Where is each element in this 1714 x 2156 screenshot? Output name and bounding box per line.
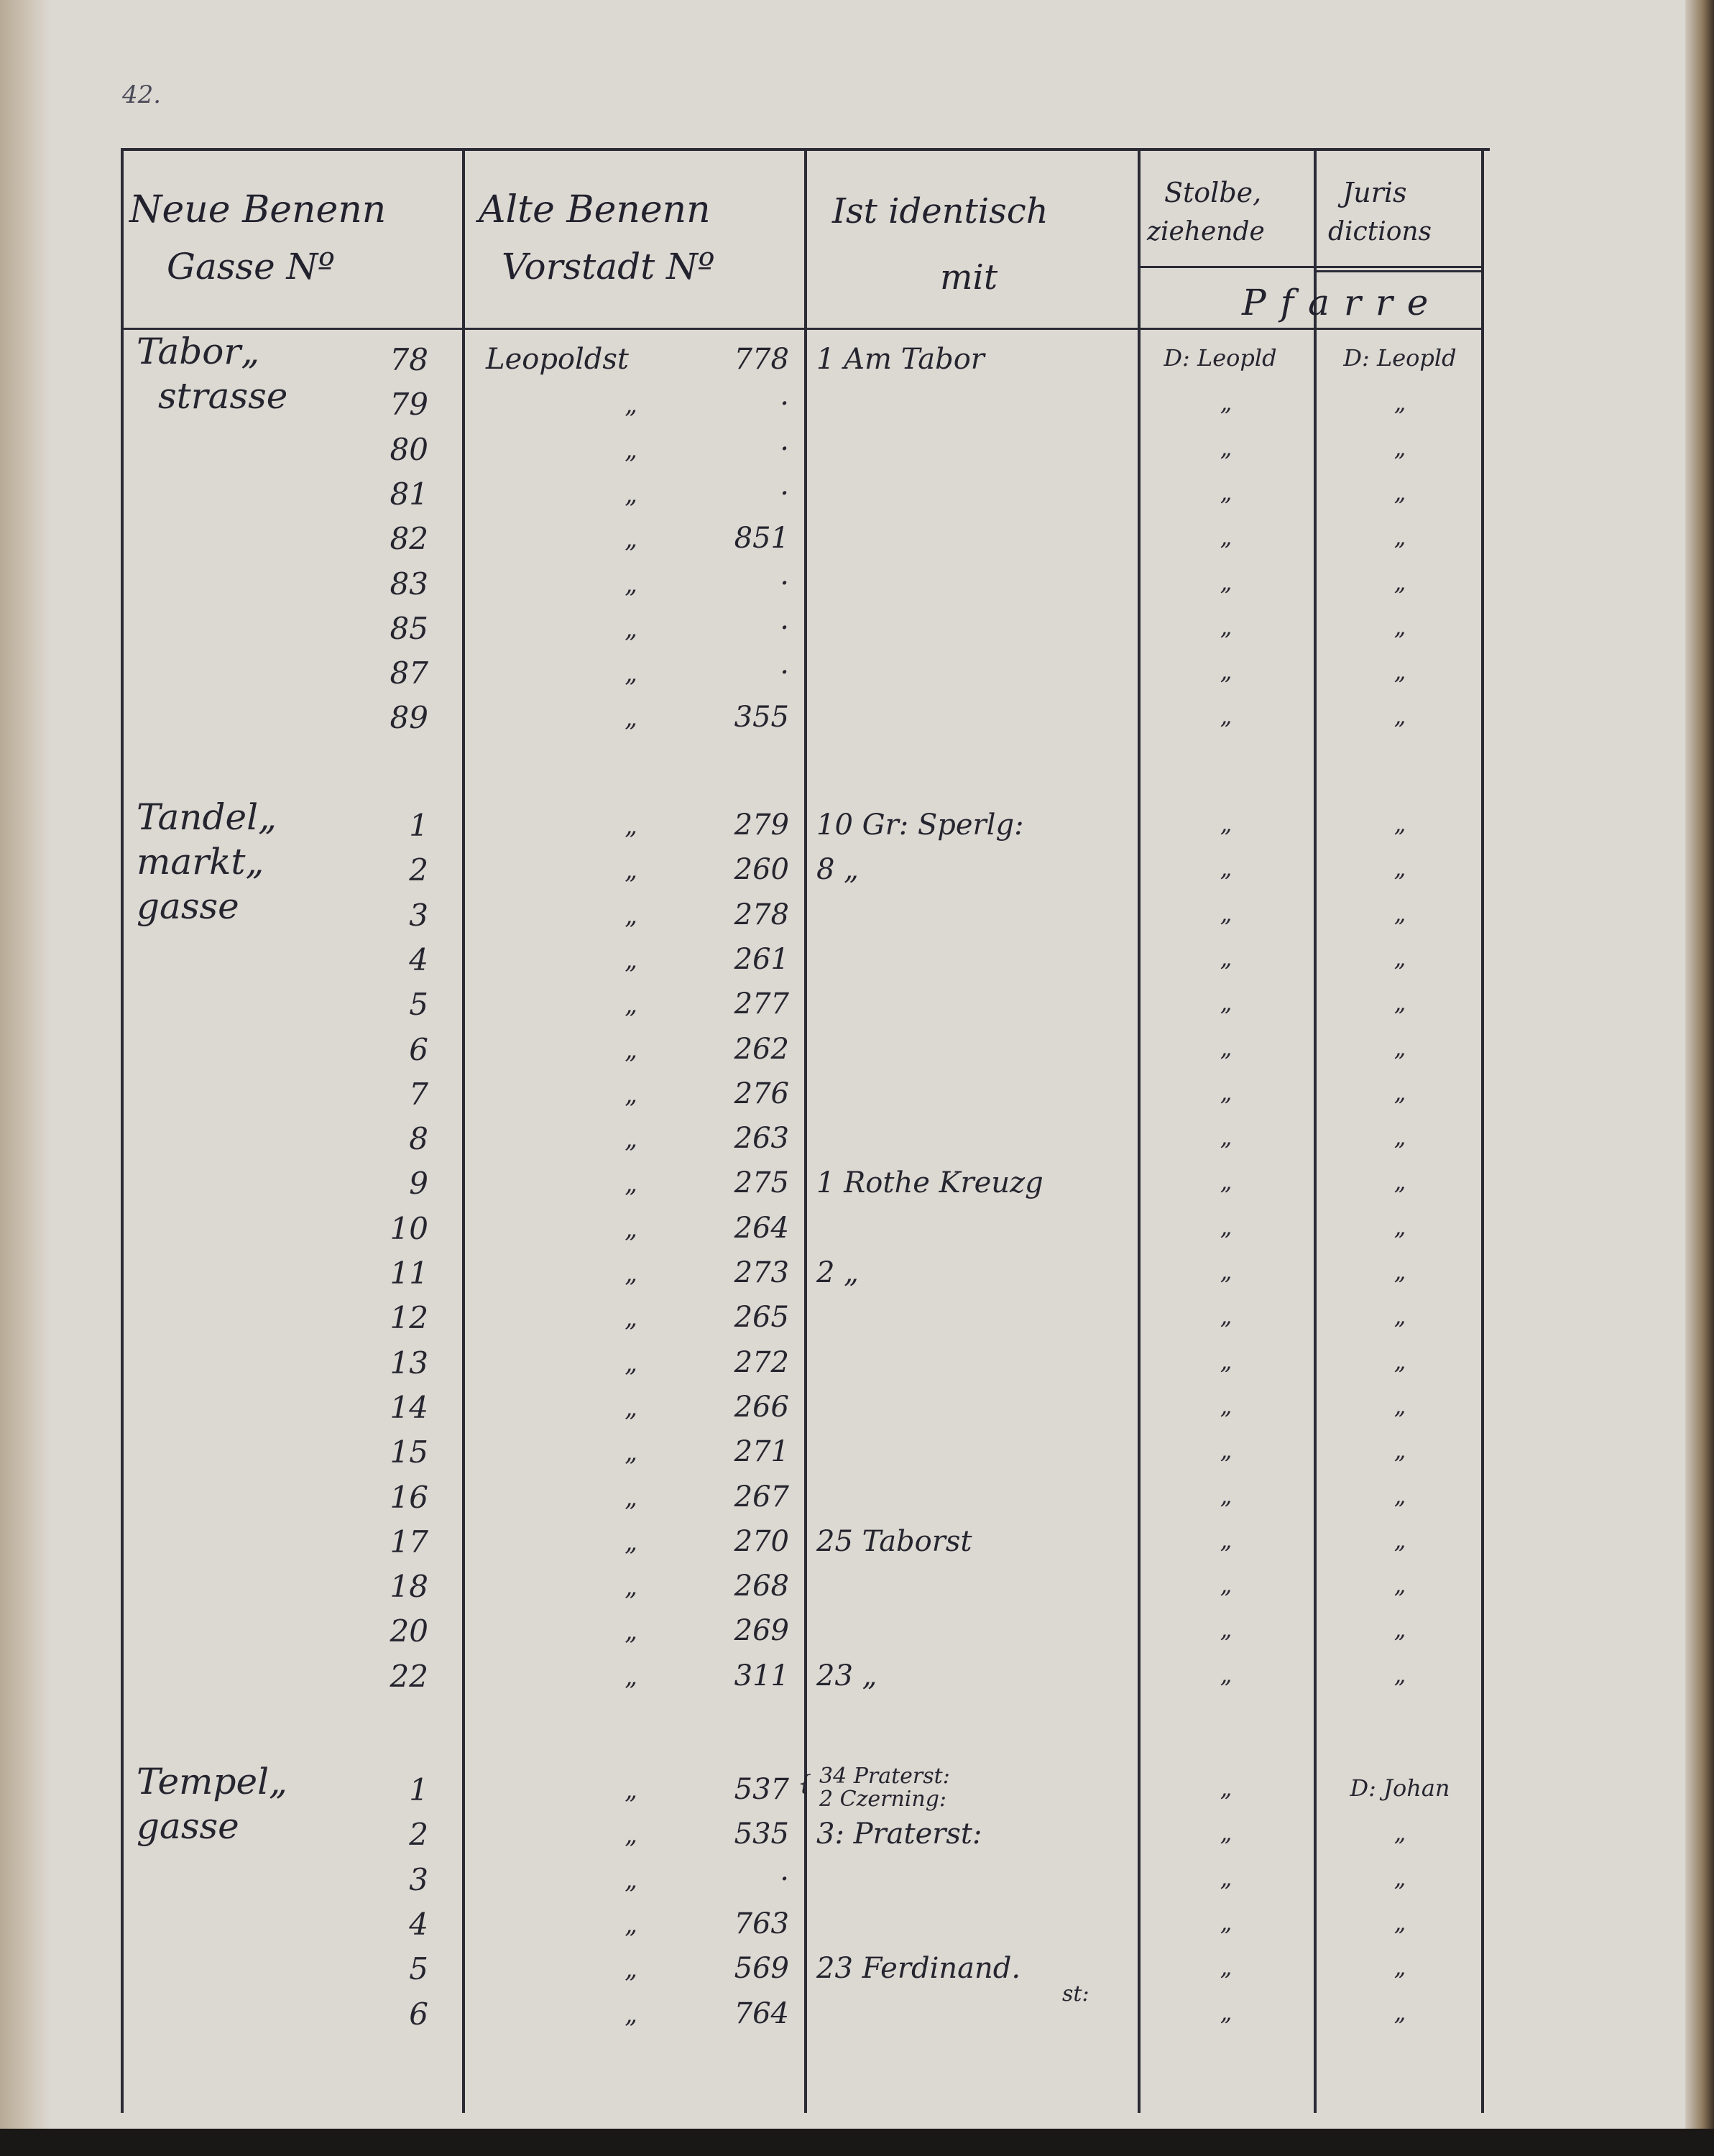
- jurisdiction-parish: „: [1393, 389, 1406, 417]
- stolbe-parish: „: [1220, 1819, 1232, 1847]
- stolbe-parish: „: [1220, 1660, 1232, 1688]
- jurisdiction-parish: „: [1393, 1212, 1406, 1240]
- jurisdiction-parish: „: [1393, 854, 1406, 883]
- new-house-number: 1: [409, 808, 428, 843]
- header-col3-line1: Ist identisch: [832, 191, 1049, 231]
- identity-entry: 23 „: [816, 1659, 877, 1692]
- identity-entry: 23 Ferdinand.: [816, 1952, 1021, 1986]
- header-pfarre: Pfarre: [1242, 282, 1443, 323]
- old-house-number: 267: [734, 1480, 789, 1514]
- jurisdiction-parish: „: [1393, 1078, 1406, 1106]
- ditto-mark: „: [625, 1909, 637, 1939]
- ditto-mark: „: [625, 1572, 637, 1602]
- jurisdiction-parish: „: [1393, 1437, 1406, 1465]
- stolbe-parish: „: [1220, 658, 1232, 686]
- ditto-mark: „: [625, 1662, 637, 1691]
- stolbe-parish: „: [1220, 1571, 1232, 1599]
- old-house-number: 261: [734, 942, 789, 976]
- identity-entry: 10 Gr: Sperlg:: [816, 808, 1024, 842]
- rule-header-bottom: [121, 328, 1484, 330]
- identity-entry: 8 „: [816, 853, 859, 887]
- jurisdiction-parish: „: [1393, 702, 1406, 730]
- old-house-number: 276: [734, 1077, 789, 1110]
- identity-line: 34 Praterst:: [819, 1764, 950, 1789]
- new-house-number: 87: [390, 655, 428, 691]
- old-house-number: 270: [734, 1524, 789, 1558]
- old-house-number: 764: [734, 1996, 789, 2030]
- jurisdiction-parish: „: [1393, 568, 1406, 596]
- ditto-mark: „: [625, 435, 637, 464]
- street-name: gasse: [137, 885, 239, 927]
- stolbe-parish: „: [1220, 1123, 1232, 1151]
- jurisdiction-parish: D: Leopld: [1343, 344, 1457, 372]
- stolbe-parish: „: [1220, 1908, 1232, 1936]
- jurisdiction-parish: „: [1393, 1616, 1406, 1644]
- old-house-number: 275: [734, 1166, 789, 1200]
- old-house-number: 569: [734, 1952, 789, 1986]
- binding-edge: [0, 0, 50, 2129]
- rule-right: [1481, 151, 1484, 2113]
- old-house-number: 265: [734, 1301, 789, 1335]
- old-house-number: ·: [780, 1862, 789, 1896]
- stolbe-parish: „: [1220, 1953, 1232, 1981]
- new-house-number: 78: [390, 342, 428, 377]
- jurisdiction-parish: „: [1393, 899, 1406, 927]
- ditto-mark: „: [625, 1820, 637, 1850]
- street-name: Tandel„: [137, 796, 277, 838]
- jurisdiction-parish: „: [1393, 1908, 1406, 1936]
- identity-entry: 2 „: [816, 1256, 859, 1289]
- new-house-number: 12: [390, 1300, 428, 1336]
- ditto-mark: „: [625, 525, 637, 554]
- ditto-mark: „: [625, 1999, 637, 2029]
- jurisdiction-parish: „: [1393, 433, 1406, 461]
- stolbe-parish: „: [1220, 1616, 1232, 1644]
- street-name: Tabor„: [137, 331, 260, 372]
- ditto-mark: „: [625, 479, 637, 509]
- new-house-number: 85: [390, 610, 428, 646]
- bottom-shadow: [0, 2129, 1714, 2156]
- ditto-mark: „: [625, 900, 637, 930]
- header-col3-line2: mit: [940, 257, 998, 298]
- jurisdiction-parish: „: [1393, 810, 1406, 837]
- ditto-mark: „: [625, 1617, 637, 1646]
- jurisdiction-parish: „: [1393, 1660, 1406, 1688]
- rule-col2: [804, 151, 807, 2113]
- book-edge: [1685, 0, 1714, 2129]
- stolbe-parish: „: [1220, 1258, 1232, 1285]
- jurisdiction-parish: „: [1393, 612, 1406, 640]
- old-house-number: 355: [734, 701, 789, 734]
- old-house-number: 269: [734, 1614, 789, 1648]
- jurisdiction-parish: „: [1393, 1481, 1406, 1509]
- new-house-number: 5: [409, 1951, 428, 1987]
- new-house-number: 6: [409, 1031, 428, 1067]
- jurisdiction-parish: „: [1393, 523, 1406, 551]
- identity-entry: 1 Rothe Kreuzg: [816, 1166, 1043, 1200]
- stolbe-parish: „: [1220, 523, 1232, 551]
- stolbe-parish: „: [1220, 1302, 1232, 1330]
- page-number: 42.: [122, 80, 162, 109]
- old-house-number: 277: [734, 987, 789, 1021]
- new-house-number: 3: [409, 897, 428, 933]
- old-house-number: 535: [734, 1818, 789, 1851]
- new-house-number: 89: [390, 700, 428, 736]
- rule-pfarre-top: [1138, 266, 1484, 268]
- jurisdiction-parish: „: [1393, 658, 1406, 686]
- stolbe-parish: „: [1220, 1078, 1232, 1106]
- stolbe-parish: „: [1220, 1526, 1232, 1554]
- stolbe-parish: „: [1220, 1391, 1232, 1419]
- ditto-mark: „: [625, 1483, 637, 1512]
- ditto-mark: „: [625, 1348, 637, 1378]
- new-house-number: 83: [390, 566, 428, 602]
- old-house-number: ·: [780, 566, 789, 600]
- jurisdiction-parish: „: [1393, 1571, 1406, 1599]
- new-house-number: 4: [409, 941, 428, 977]
- old-house-number: 272: [734, 1345, 789, 1379]
- stolbe-parish: D: Leopld: [1164, 344, 1277, 372]
- new-house-number: 5: [409, 987, 428, 1023]
- ditto-mark: „: [625, 1393, 637, 1422]
- jurisdiction-parish: „: [1393, 1998, 1406, 2026]
- stolbe-parish: „: [1220, 944, 1232, 972]
- new-house-number: 3: [409, 1861, 428, 1897]
- stolbe-parish: „: [1220, 989, 1232, 1017]
- jurisdiction-parish: „: [1393, 1953, 1406, 1981]
- ditto-mark: „: [625, 811, 637, 840]
- ditto-mark: „: [625, 1035, 637, 1064]
- new-house-number: 18: [390, 1569, 428, 1605]
- old-house-number: 263: [734, 1122, 789, 1156]
- old-district-name: Leopoldst: [486, 343, 630, 376]
- old-house-number: ·: [780, 476, 789, 510]
- identity-entry: 3: Praterst:: [816, 1818, 982, 1851]
- jurisdiction-parish: „: [1393, 1526, 1406, 1554]
- ditto-mark: „: [625, 1169, 637, 1199]
- new-house-number: 20: [390, 1613, 428, 1649]
- street-name: Tempel„: [137, 1761, 287, 1802]
- header-col4-line2: ziehende: [1147, 217, 1265, 247]
- ditto-mark: „: [625, 1527, 637, 1557]
- identity-brace: {: [798, 1771, 812, 1796]
- old-house-number: 262: [734, 1032, 789, 1066]
- header-col4-line1: Stolbe,: [1164, 177, 1262, 208]
- stolbe-parish: „: [1220, 1998, 1232, 2026]
- old-house-number: 273: [734, 1256, 789, 1289]
- stolbe-parish: „: [1220, 1864, 1232, 1892]
- new-house-number: 13: [390, 1345, 428, 1381]
- new-house-number: 80: [390, 431, 428, 467]
- ditto-mark: „: [625, 990, 637, 1020]
- jurisdiction-parish: „: [1393, 1123, 1406, 1151]
- old-house-number: 311: [734, 1659, 789, 1692]
- old-house-number: 264: [734, 1211, 789, 1245]
- street-name: strasse: [158, 375, 288, 417]
- new-house-number: 2: [409, 1817, 428, 1853]
- new-house-number: 14: [390, 1389, 428, 1425]
- old-house-number: 268: [734, 1570, 789, 1603]
- stolbe-parish: „: [1220, 1347, 1232, 1375]
- jurisdiction-parish: „: [1393, 1258, 1406, 1285]
- stolbe-parish: „: [1220, 810, 1232, 837]
- jurisdiction-parish: „: [1393, 1864, 1406, 1892]
- ditto-mark: „: [625, 856, 637, 885]
- rule-col3: [1138, 151, 1141, 2113]
- new-house-number: 17: [390, 1524, 428, 1560]
- ditto-mark: „: [625, 1304, 637, 1333]
- old-house-number: ·: [780, 611, 789, 645]
- new-house-number: 16: [390, 1479, 428, 1515]
- jurisdiction-parish: „: [1393, 989, 1406, 1017]
- stolbe-parish: „: [1220, 478, 1232, 506]
- old-house-number: 260: [734, 853, 789, 887]
- stolbe-parish: „: [1220, 1481, 1232, 1509]
- stolbe-parish: „: [1220, 702, 1232, 730]
- new-house-number: 1: [409, 1772, 428, 1807]
- stolbe-parish: „: [1220, 1033, 1232, 1061]
- ditto-mark: „: [625, 614, 637, 643]
- ditto-mark: „: [625, 1438, 637, 1468]
- new-house-number: 8: [409, 1121, 428, 1157]
- rule-juris-sub: [1314, 270, 1484, 272]
- stolbe-parish: „: [1220, 1212, 1232, 1240]
- new-house-number: 10: [390, 1210, 428, 1246]
- new-house-number: 7: [409, 1076, 428, 1112]
- new-house-number: 82: [390, 521, 428, 557]
- old-house-number: 279: [734, 808, 789, 842]
- ditto-mark: „: [625, 390, 637, 420]
- old-house-number: ·: [780, 656, 789, 690]
- stolbe-parish: „: [1220, 433, 1232, 461]
- jurisdiction-parish: „: [1393, 1033, 1406, 1061]
- old-house-number: 778: [734, 343, 789, 376]
- header-col5-line2: dictions: [1328, 217, 1432, 247]
- jurisdiction-parish: „: [1393, 1168, 1406, 1196]
- old-house-number: 266: [734, 1390, 789, 1424]
- stolbe-parish: „: [1220, 899, 1232, 927]
- new-house-number: 9: [409, 1166, 428, 1202]
- new-house-number: 6: [409, 1996, 428, 2032]
- new-house-number: 79: [390, 387, 428, 423]
- header-col2-line1: Alte Benenn: [479, 188, 711, 231]
- stolbe-parish: „: [1220, 568, 1232, 596]
- ditto-mark: „: [625, 1125, 637, 1154]
- old-house-number: 851: [734, 522, 789, 556]
- header-col1-line1: Neue Benenn: [129, 188, 387, 231]
- identity-line: 2 Czerning:: [819, 1787, 947, 1812]
- register-table: [121, 148, 1490, 2113]
- stolbe-parish: „: [1220, 612, 1232, 640]
- old-house-number: 537: [734, 1773, 789, 1806]
- jurisdiction-parish: „: [1393, 1819, 1406, 1847]
- rule-col4: [1314, 151, 1317, 2113]
- old-house-number: 763: [734, 1907, 789, 1940]
- new-house-number: 11: [390, 1256, 428, 1291]
- old-house-number: 278: [734, 898, 789, 931]
- ditto-mark: „: [625, 1079, 637, 1109]
- identity-entry: 25 Taborst: [816, 1524, 972, 1558]
- ditto-mark: „: [625, 1259, 637, 1288]
- old-house-number: ·: [780, 432, 789, 466]
- jurisdiction-parish: „: [1393, 1302, 1406, 1330]
- old-house-number: 271: [734, 1435, 789, 1469]
- stolbe-parish: „: [1220, 389, 1232, 417]
- new-house-number: 2: [409, 852, 428, 888]
- new-house-number: 22: [390, 1658, 428, 1694]
- ditto-mark: „: [625, 569, 637, 599]
- new-house-number: 15: [390, 1434, 428, 1470]
- header-col5-line1: Juris: [1342, 177, 1407, 208]
- ditto-mark: „: [625, 659, 637, 688]
- header-col1-line2: Gasse Nº: [167, 246, 335, 287]
- ditto-mark: „: [625, 1214, 637, 1243]
- stolbe-parish: „: [1220, 1437, 1232, 1465]
- stolbe-parish: „: [1220, 1168, 1232, 1196]
- ditto-mark: „: [625, 945, 637, 975]
- stolbe-parish: „: [1220, 1774, 1232, 1802]
- ditto-mark: „: [625, 1776, 637, 1805]
- jurisdiction-parish: „: [1393, 478, 1406, 506]
- rule-left: [121, 151, 124, 2113]
- header-col2-line2: Vorstadt Nº: [502, 246, 715, 287]
- ditto-mark: „: [625, 704, 637, 733]
- identity-subline: st:: [1062, 1981, 1089, 2007]
- stolbe-parish: „: [1220, 854, 1232, 883]
- new-house-number: 81: [390, 476, 428, 512]
- identity-entry: 1 Am Tabor: [816, 343, 985, 376]
- jurisdiction-parish: „: [1393, 944, 1406, 972]
- ditto-mark: „: [625, 1865, 637, 1894]
- street-name: gasse: [137, 1805, 239, 1847]
- street-name: markt„: [137, 841, 264, 883]
- ditto-mark: „: [625, 1955, 637, 1984]
- new-house-number: 4: [409, 1906, 428, 1942]
- jurisdiction-parish: „: [1393, 1391, 1406, 1419]
- jurisdiction-parish: „: [1393, 1347, 1406, 1375]
- jurisdiction-parish: D: Johan: [1350, 1774, 1450, 1802]
- rule-col1: [462, 151, 465, 2113]
- old-house-number: ·: [780, 387, 789, 421]
